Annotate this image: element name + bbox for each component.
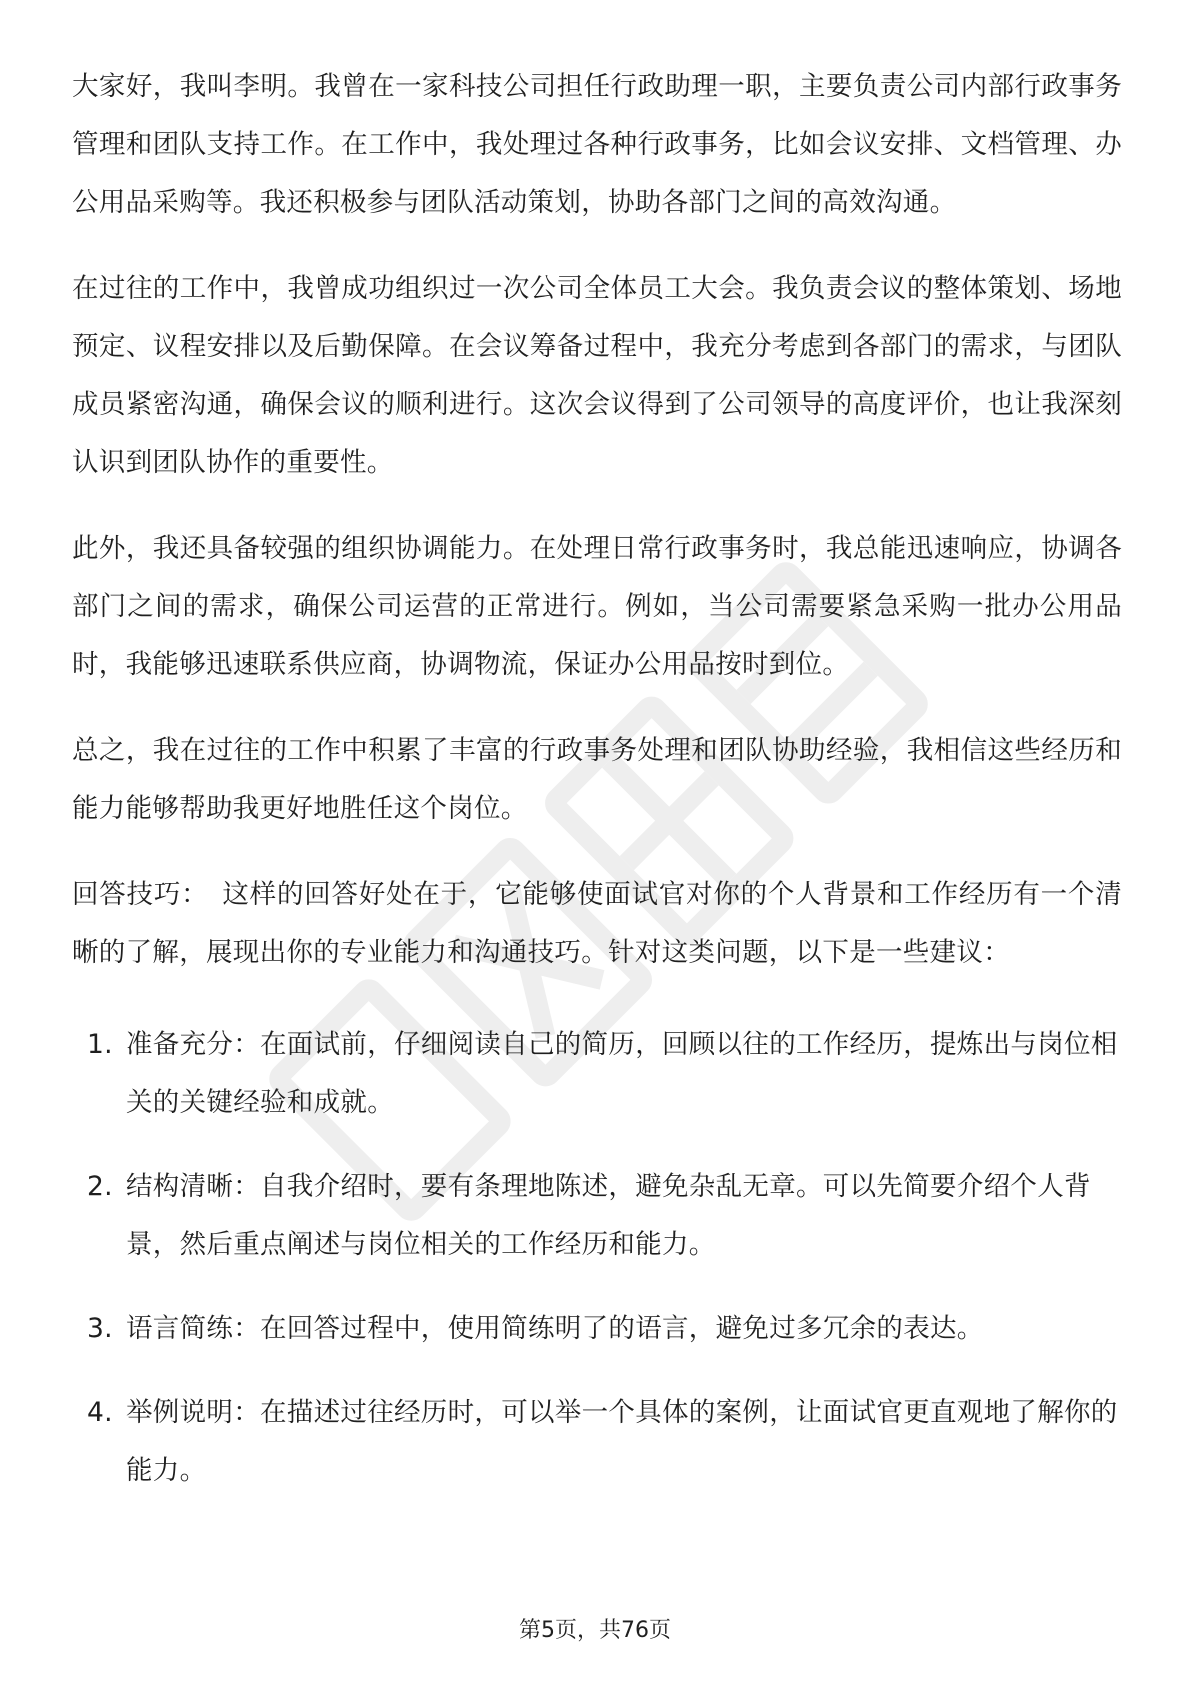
list-item-text: 结构清晰：自我介绍时，要有条理地陈述，避免杂乱无章。可以先简要介绍个人背景，然后重点阐述与岗位相关的工作经历和能力。: [126, 1171, 1091, 1260]
answer-tips-text: 这样的回答好处在于，它能够使面试官对你的个人背景和工作经历有一个清晰的了解，展现出你的专业能力和沟通技巧。针对这类问题，以下是一些建议：: [72, 879, 1123, 968]
list-item: [72, 1016, 1122, 1132]
list-item-number: 1.: [87, 1029, 113, 1060]
paragraph-meeting: 在过往的工作中，我曾成功组织过一次公司全体员工大会。我负责会议的整体策划、场地预定、议程安排以及后勤保障。在会议筹备过程中，我充分考虑到各部门的需求，与团队成员紧密沟通，确保会议的顺利进行。这次会议得到了公司领导的高度评价，也让我深刻认识到团队协作的重要性。: [72, 273, 1122, 478]
paragraph-summary: 总之，我在过往的工作中积累了丰富的行政事务处理和团队协助经验，我相信这些经历和能力能够帮助我更好地胜任这个岗位。: [72, 735, 1122, 824]
document-body: [72, 58, 1122, 1526]
paragraph-intro: 大家好，我叫李明。我曾在一家科技公司担任行政助理一职，主要负责公司内部行政事务管理和团队支持工作。在工作中，我处理过各种行政事务，比如会议安排、文档管理、办公用品采购等。我还积极参与团队活动策划，协助各部门之间的高效沟通。: [72, 71, 1122, 218]
list-item-number: 3.: [87, 1313, 113, 1344]
list-item-number: 2.: [87, 1171, 113, 1202]
list-item: [72, 1300, 1122, 1358]
answer-tips: [72, 866, 1122, 982]
list-item: [72, 1384, 1122, 1500]
tip-list: [72, 1016, 1122, 1500]
list-item-text: 举例说明：在描述过往经历时，可以举一个具体的案例，让面试官更直观地了解你的能力。: [126, 1397, 1118, 1486]
list-item-number: 4.: [87, 1397, 113, 1428]
answer-tips-label: 回答技巧：: [72, 879, 209, 910]
page-footer: 第5页，共76页: [519, 1618, 671, 1643]
paragraph-coordination: 此外，我还具备较强的组织协调能力。在处理日常行政事务时，我总能迅速响应，协调各部门之间的需求，确保公司运营的正常进行。例如，当公司需要紧急采购一批办公用品时，我能够迅速联系供应商，协调物流，保证办公用品按时到位。: [72, 533, 1122, 680]
list-item-text: 语言简练：在回答过程中，使用简练明了的语言，避免过多冗余的表达。: [126, 1313, 984, 1344]
list-item: [72, 1158, 1122, 1274]
list-item-text: 准备充分：在面试前，仔细阅读自己的简历，回顾以往的工作经历，提炼出与岗位相关的关键经验和成就。: [126, 1029, 1118, 1118]
